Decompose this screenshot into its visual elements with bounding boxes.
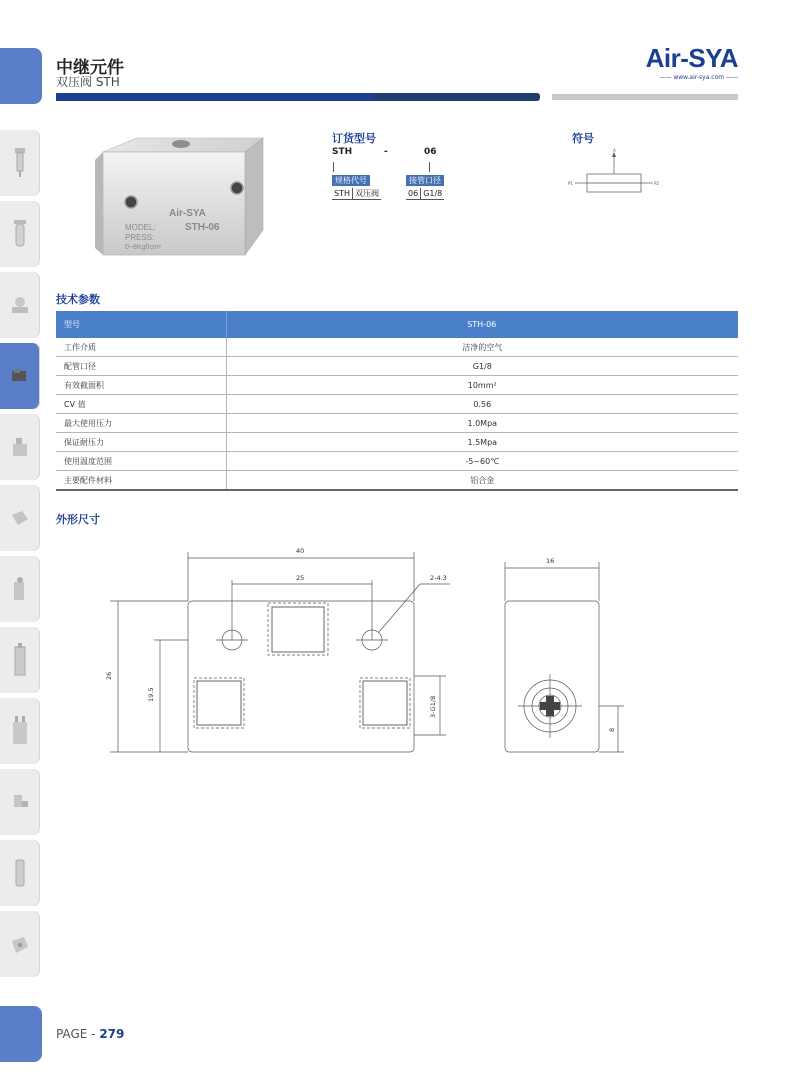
pump-icon [12, 572, 28, 606]
category-tab-11[interactable] [0, 840, 40, 906]
sidebar-top-tab [0, 48, 42, 104]
header-bar-gray [552, 94, 738, 100]
category-tab-9[interactable] [0, 698, 40, 764]
symbol-title: 符号 [572, 132, 594, 145]
product-model-label: MODEL: [125, 223, 156, 232]
header-bar-primary [56, 93, 376, 101]
row-value: 铝合金 [226, 471, 738, 491]
table-header-label: 型号 [56, 311, 226, 338]
logo-text: Air-SYA [645, 43, 738, 73]
ordering-title: 订货型号 [332, 132, 376, 145]
fitting-icon [12, 288, 28, 322]
sidebar-bottom-tab [0, 1006, 42, 1062]
row-value: 10mm² [226, 376, 738, 395]
symbol-port-p2: P2 [654, 181, 659, 186]
category-tab-12[interactable] [0, 911, 40, 977]
table-row [56, 338, 738, 357]
page-title: 中继元件 [56, 58, 124, 78]
dim-hole-diameter: 2-4.3 [430, 574, 447, 582]
symbol-port-a: A [613, 148, 616, 153]
dim-width-40: 40 [296, 547, 305, 555]
table-row [56, 414, 738, 433]
elbow-fitting-icon [12, 785, 28, 819]
product-press-label: PRESS: [125, 233, 155, 242]
ordering-box-spec: 规格代号 [332, 175, 370, 186]
ordering-code-dash: - [384, 147, 388, 157]
ordering-spec-name: 双压阀 [354, 189, 379, 198]
row-label: 最大使用压力 [56, 414, 226, 433]
dim-hole-spacing-25: 25 [296, 574, 305, 582]
specs-title: 技术参数 [56, 293, 100, 306]
table-row [56, 395, 738, 414]
table-header-value: STH-06 [226, 311, 738, 338]
page-number-label [56, 1027, 124, 1041]
dim-port-height-8: 8 [608, 727, 616, 732]
table-row [56, 452, 738, 471]
cylinder-icon [12, 643, 28, 677]
table-header-row [56, 311, 738, 338]
row-value: -5~60℃ [226, 452, 738, 471]
row-label: 保证耐压力 [56, 433, 226, 452]
row-label: 主要配件材料 [56, 471, 226, 491]
table-row [56, 471, 738, 491]
category-tab-3[interactable] [0, 272, 40, 338]
category-tab-1[interactable] [0, 130, 40, 196]
table-row [56, 433, 738, 452]
product-photo [95, 130, 265, 265]
ordering-tick-2 [429, 162, 430, 172]
category-tab-4-active[interactable] [0, 343, 40, 409]
row-label: CV 值 [56, 395, 226, 414]
regulator-icon [12, 217, 28, 251]
ordering-port-code: 06 [406, 188, 421, 199]
ordering-code-spec: STH [332, 147, 353, 157]
ordering-port-size: G1/8 [423, 189, 443, 198]
row-label: 使用温度范围 [56, 452, 226, 471]
category-tab-6[interactable] [0, 485, 40, 551]
ordering-spec-code: STH [332, 188, 353, 199]
category-tab-7[interactable] [0, 556, 40, 622]
category-tab-5[interactable] [0, 414, 40, 480]
category-tab-10[interactable] [0, 769, 40, 835]
symbol-port-p1: P1 [568, 181, 573, 186]
valve-block-icon [12, 359, 28, 393]
product-press-engraving: 0~8Kgf/cm² [125, 244, 161, 251]
ordering-tick-1 [333, 162, 334, 172]
switch-icon [12, 501, 28, 535]
component-icon [12, 430, 28, 464]
row-label: 配管口径 [56, 357, 226, 376]
actuator-icon [12, 714, 28, 748]
silencer-icon [12, 856, 28, 890]
page-subtitle: 双压阀 STH [56, 75, 120, 89]
pneumatic-symbol [565, 148, 665, 204]
row-value: 1.5Mpa [226, 433, 738, 452]
accessory-icon [12, 927, 28, 961]
row-value: 洁净的空气 [226, 338, 738, 357]
row-value: 1.0Mpa [226, 414, 738, 433]
table-row [56, 376, 738, 395]
page-number: 279 [99, 1027, 125, 1041]
logo-url: —— www.air-sya.com —— [659, 74, 738, 81]
dim-side-width-16: 16 [546, 557, 555, 565]
row-value: 0.56 [226, 395, 738, 414]
table-row [56, 357, 738, 376]
dim-port-thread: 3-G1/8 [429, 695, 437, 718]
filter-icon [12, 146, 28, 180]
specs-table [56, 311, 738, 491]
header-bar-secondary [374, 93, 540, 101]
dim-height-26: 26 [105, 671, 113, 680]
category-tab-2[interactable] [0, 201, 40, 267]
row-value: G1/8 [226, 357, 738, 376]
row-label: 工作介质 [56, 338, 226, 357]
ordering-spec-values [332, 188, 381, 200]
page-prefix: PAGE - [56, 1027, 100, 1041]
row-label: 有效截面积 [56, 376, 226, 395]
ordering-box-port: 接管口径 [406, 175, 444, 186]
ordering-port-values [406, 188, 444, 200]
product-model-engraving: STH-06 [185, 222, 220, 233]
product-brand-engraving: Air-SYA [169, 208, 206, 219]
dimensions-title: 外形尺寸 [56, 513, 100, 526]
ordering-code-port: 06 [424, 147, 437, 157]
dimension-drawing [95, 540, 635, 765]
dim-hole-height-19-5: 19.5 [147, 687, 155, 702]
brand-logo [636, 44, 738, 81]
category-tab-8[interactable] [0, 627, 40, 693]
